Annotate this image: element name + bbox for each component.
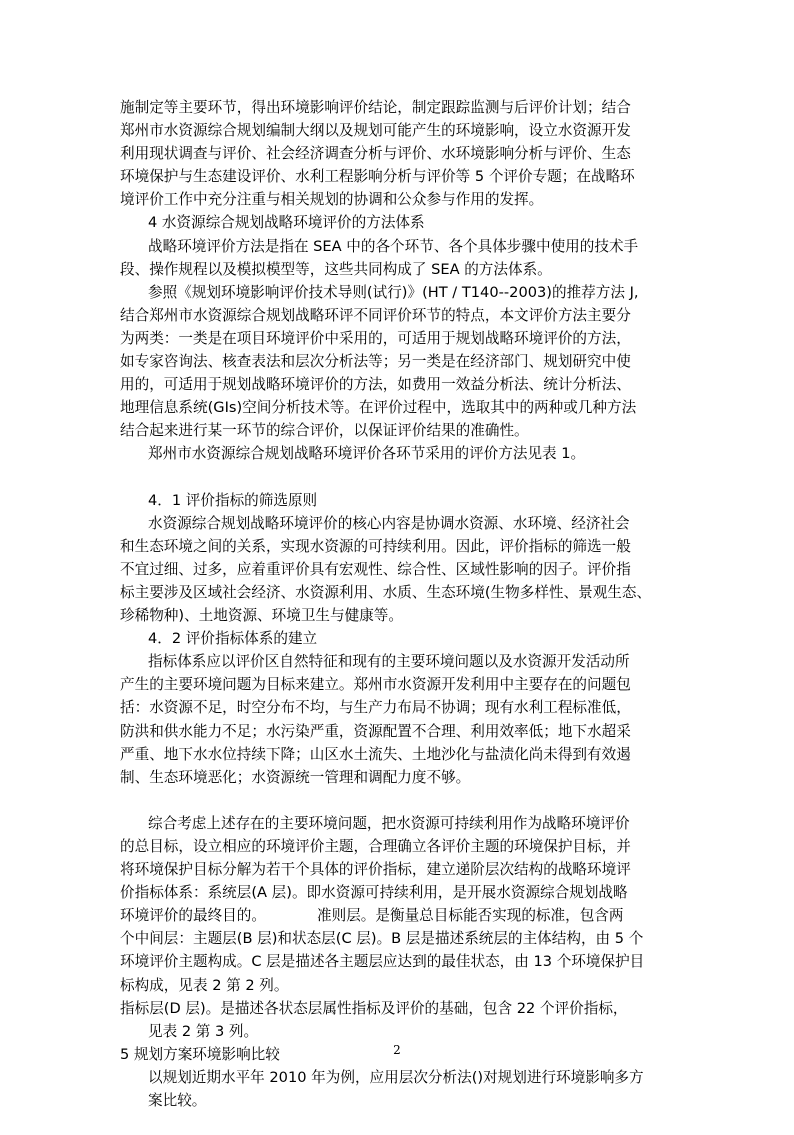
text-line: 用的，可适用于规划战略环境评价的方法，如费用一效益分析法、统计分析法、 xyxy=(120,376,631,394)
text-line: 为两类：一类是在项目环境评价中采用的，可适用于规划战略环境评价的方法， xyxy=(120,329,631,347)
text-line: 珍稀物种)、土地资源、环境卫生与健康等。 xyxy=(120,607,403,625)
text-line xyxy=(120,1112,680,1135)
text-line: 结合起来进行某一环节的综合评价，以保证评价结果的准确性。 xyxy=(120,422,529,440)
text-line: 产生的主要环境问题为目标来建立。郑州市水资源开发利用中主要存在的问题包 xyxy=(120,676,631,694)
text-line: 环境保护与生态建设评价、水利工程影响分析与评价等 5 个评价专题；在战略环 xyxy=(120,168,635,186)
text-line: 价指标体系：系统层(A 层)。即水资源可持续利用，是开展水资源综合规划战略 xyxy=(120,884,628,902)
text-line: 个中间层：主题层(B 层)和状态层(C 层)。B 层是描述系统层的主体结构，由 5 个 xyxy=(120,930,644,948)
text-line: 环境评价主题构成。C 层是描述各主题层应达到的最佳状态，由 13 个环境保护目 xyxy=(120,953,645,971)
text-line: 防洪和供水能力不足；水污染严重，资源配置不合理、利用效率低；地下水超采 xyxy=(120,722,631,740)
text-line: 郑州市水资源综合规划编制大纲以及规划可能产生的环境影响，设立水资源开发 xyxy=(120,122,631,140)
text-line: 和生态环境之间的关系，实现水资源的可持续利用。因此，评价指标的筛选一般 xyxy=(120,537,631,555)
blank-line xyxy=(120,789,680,812)
text-line: 不宜过细、过多，应着重评价具有宏观性、综合性、区域性影响的因子。评价指 xyxy=(120,560,631,578)
text-line: 的总目标，设立相应的环境评价主题，合理确立各评价主题的环境保护目标，并 xyxy=(120,838,631,855)
text-line: 5 规划方案环境影响比较 xyxy=(120,1045,280,1063)
text-line: 严重、地下水水位持续下降；山区水土流失、土地沙化与盐渍化尚未得到有效遏 xyxy=(120,745,631,763)
text-line: 见表 2 第 3 列。 xyxy=(148,1022,259,1040)
text-line: 括：水资源不足，时空分布不均，与生产力布局不协调；现有水利工程标准低， xyxy=(120,699,631,717)
section-heading: 4．1 评价指标的筛选原则 xyxy=(148,491,318,509)
text-line: 段、操作规程以及模拟模型等，这些共同构成了 SEA 的方法体系。 xyxy=(120,260,552,278)
text-line: 制、生态环境恶化；水资源统一管理和调配力度不够。 xyxy=(120,768,471,786)
text-line: 参照《规划环境影响评价技术导则(试行)》(HT / T140--2003)的推荐方法 J, xyxy=(148,283,639,301)
text-line: 结合郑州市水资源综合规划战略环评不同评价环节的特点，本文评价方法主要分 xyxy=(120,306,631,324)
section-heading: 以规划近期水平年 2010 年为例，应用层次分析法()对规划进行环境影响多方 xyxy=(148,1068,644,1086)
text-line: 如专家咨询法、核查表法和层次分析法等；另一类是在经济部门、规划研究中使 xyxy=(120,353,631,371)
text-line: 境评价工作中充分注重与相关规划的协调和公众参与作用的发挥。 xyxy=(120,191,544,209)
text-line: 指标层(D 层)。是描述各状态层属性指标及评价的基础，包含 22 个评价指标， xyxy=(120,999,628,1017)
text-line: 标主要涉及区域社会经济、水资源利用、水质、生态环境(生物多样性、景观生态、 xyxy=(120,583,652,601)
text-line: 水资源综合规划战略环境评价的核心内容是协调水资源、水环境、经济社会 xyxy=(148,514,630,532)
section-heading: 4．2 评价指标体系的建立 xyxy=(148,630,318,648)
text-line: 综合考虑上述存在的主要环境问题，把水资源可持续利用作为战略环境评价 xyxy=(148,814,630,832)
text-line: 郑州市水资源综合规划战略环境评价各环节采用的评价方法见表 1。 xyxy=(148,445,586,463)
blank-line xyxy=(120,466,680,489)
text-line: 利用现状调查与评价、社会经济调查分析与评价、水环境影响分析与评价、生态 xyxy=(120,145,631,163)
page-number: 2 xyxy=(393,1043,401,1057)
text-line: 标构成，见表 2 第 2 列。 xyxy=(120,976,289,994)
text-line: 地理信息系统(GIs)空间分析技术等。在评价过程中，选取其中的两种或几种方法 xyxy=(120,399,637,417)
section-heading: 4 水资源综合规划战略环境评价的方法体系 xyxy=(148,214,425,232)
text-line: 将环境保护目标分解为若干个具体的评价指标，建立递阶层次结构的战略环境评 xyxy=(120,861,631,879)
text-line: 战略环境评价方法是指在 SEA 中的各个环节、各个具体步骤中使用的技术手 xyxy=(148,237,639,255)
text-line: 指标体系应以评价区自然特征和现有的主要环境问题以及水资源开发活动所 xyxy=(148,653,630,671)
text-line: 案比较。 xyxy=(148,1092,207,1110)
text-line: 环境评价的最终目的。 准则层。是衡量总目标能否实现的标准，包含两 xyxy=(120,907,624,925)
body-text xyxy=(120,96,680,1135)
text-line: 施制定等主要环节，得出环境影响评价结论，制定跟踪监测与后评价计划；结合 xyxy=(120,99,631,116)
